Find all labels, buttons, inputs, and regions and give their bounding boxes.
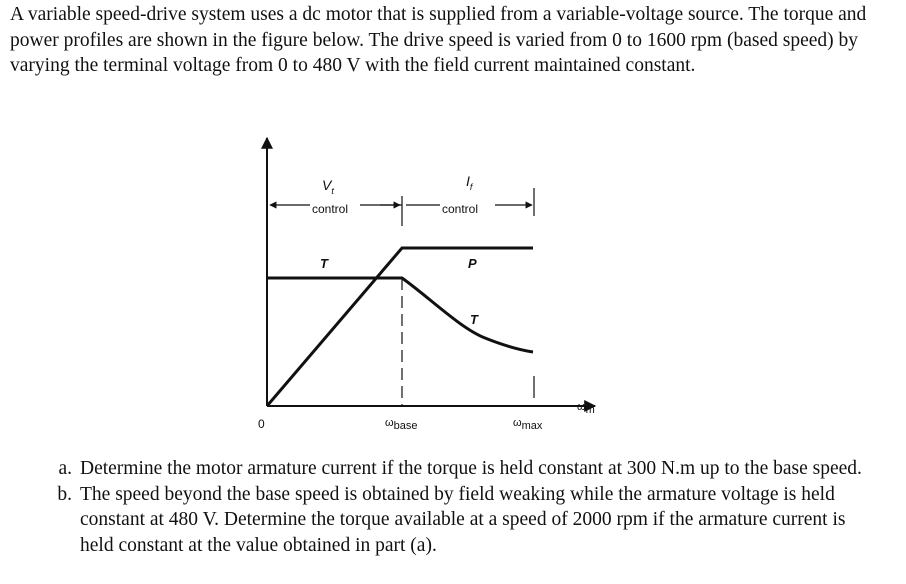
question-b-text: The speed beyond the base speed is obtained by field weaking while the armature voltage is held constant at 480 V. Determine the torque available at a speed of 2000 rpm if the armature current is held constant at the value obtained in part (a).	[80, 483, 846, 556]
question-list	[40, 456, 870, 558]
question-b	[40, 482, 870, 559]
if-symbol: $I_f$	[466, 173, 473, 192]
torque-label-right: T	[470, 312, 478, 327]
question-b-label: b.	[57, 483, 72, 505]
w-m-label: ωm	[577, 401, 595, 416]
w-max-label: ωmax	[513, 417, 543, 432]
problem-intro: A variable speed-drive system uses a dc motor that is supplied from a variable-voltage source. The torque and power profiles are shown in the figure below. The drive speed is varied from 0 to 1600 rpm (based speed) by varying the terminal voltage from 0 to 480 V with the field current maintained constant.	[10, 4, 867, 76]
torque-label-left: T	[320, 256, 328, 271]
torque-power-figure	[230, 128, 630, 440]
question-a	[40, 456, 870, 482]
origin-label: 0	[258, 417, 265, 431]
torque-curve-decreasing	[390, 278, 533, 352]
if-control-label: control	[442, 202, 479, 216]
question-a-label: a.	[58, 458, 72, 479]
w-base-label: ωbase	[385, 417, 418, 432]
power-curve	[267, 248, 533, 406]
question-a-text: Determine the motor armature current if the torque is held constant at 300 N.m up to the base speed.	[80, 458, 862, 479]
vt-symbol: $V_t$	[322, 177, 334, 196]
power-label: P	[468, 256, 477, 271]
vt-control-label: control	[312, 202, 349, 216]
